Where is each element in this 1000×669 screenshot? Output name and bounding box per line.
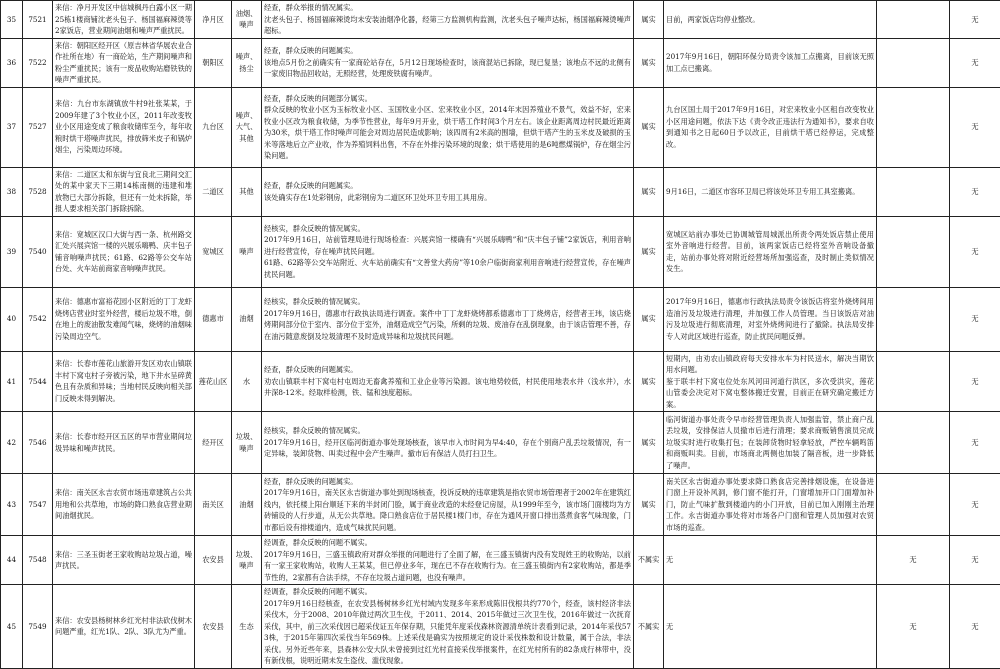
row-number-cell: 43 [1,474,23,536]
verdict-cell: 属实 [634,287,664,351]
remark-cell: 无 [950,87,1000,167]
complaint-content-cell: 来信：南关区永吉农贸市场违章建筑占公共用地和公共草地，市场的降口熟食店营业期间油烟扰民。 [53,474,195,536]
pollution-type-cell: 垃圾、噪声 [232,536,262,585]
complaint-content-cell: 来信：长春市莲花山旅游开发区劝农山镇联丰村下窝屯村子旁被污染，地下井水呈碎黄色且有杂质和异味；当地村民反映向相关部门反映未得到解决。 [53,351,195,412]
case-id-cell: 7548 [23,536,53,585]
district-cell: 宽城区 [195,216,232,287]
pollution-type-cell: 生态 [232,585,262,669]
verdict-cell: 属实 [634,38,664,87]
case-id-cell: 7542 [23,287,53,351]
accountability-cell [877,351,950,412]
complaint-content-cell: 来信：宽城区汉口大街与西一条、杭州路交汇处兴展宾馆一楼的兴展乐嗨鸭、庆丰包子铺音响噪声扰民；61路、62路等公交车站台处、火车站前商家音响噪声扰民。 [53,216,195,287]
complaint-content-cell: 来信：德惠市富裕花园小区附近的丁丁龙虾烧烤店营业时室外经营，楼后垃圾不堆，倒在地上的废油散发难闻气味，烧烤的油烟味污染周边空气。 [53,287,195,351]
row-number-cell: 40 [1,287,23,351]
accountability-cell [877,167,950,216]
remark-cell: 无 [950,1,1000,39]
remark-cell: 无 [950,536,1000,585]
verdict-cell: 属实 [634,167,664,216]
pollution-type-cell: 噪声、大气、其他 [232,87,262,167]
accountability-cell [877,216,950,287]
handling-result-cell: 2017年9月16日，德惠市行政执法局责令该饭店将室外烧烤间用造油污及垃圾进行清理，并加强工作人员管理。当日该饭店对油污及垃圾进行彻底清理，对室外烧烤间进行了撤除。执法局安排专人对此区域进行巡查，防止扰民问题反弹。 [664,287,877,351]
verdict-cell: 不属实 [634,585,664,669]
district-cell: 南关区 [195,474,232,536]
remark-cell: 无 [950,287,1000,351]
handling-result-cell: 临河街道办事处责令早市经营管理负责人加强监管，禁止商户乱丢垃圾，安排保洁人员撤市后进行清理；要求商贩销售演员完成垃圾实时进行收集打包；在装卸货物时轻拿轻放，严控车辆鸣笛和商贩叫卖。目前，市场商北两侧也加装了隔音板，进一步降低了噪声。 [664,412,877,474]
investigation-findings-cell: 经查，群众反映的问题属实。 该地点5月份之前确实有一家商砼站存在，5月12日现场检查时，该商混站已拆除，现已复垦；该地点不远的北侧有一家废旧物品回收站，无照经营，处理废铁腐有噪声。 [262,38,634,87]
handling-result-cell: 2017年9月16日，朝阳环保分局责令该加工点搬离，目前该无照加工点已搬离。 [664,38,877,87]
pollution-type-cell: 噪声、扬尘 [232,38,262,87]
row-number-cell: 41 [1,351,23,412]
case-id-cell: 7540 [23,216,53,287]
accountability-cell [877,87,950,167]
handling-result-cell: 宽城区站前办事处已协调城管局城派出所责令两处饭店禁止使用室外音响进行经营。目前，该两家饭店已经将室外音响设备撤走，站前办事处将对附近经营场所加强巡查，及时制止类似情况发生。 [664,216,877,287]
row-number-cell: 36 [1,38,23,87]
case-id-cell: 7547 [23,474,53,536]
case-id-cell: 7528 [23,167,53,216]
district-cell: 农安县 [195,585,232,669]
district-cell: 朝阳区 [195,38,232,87]
investigation-findings-cell: 经调查，群众反映的问题不属实。 2017年9月16日经核查，在农安县杨树林乡红光村域内发现多年来形成陈旧伐根共约770个，经查，该村经济非法采伐木，分于2008、2010年做过两次卫生伐，于2011、2014、2015年做过三次卫生伐，2016年做过一次抚育采伐，其中，前三次采伐因已超采伐证五年保存期，只能凭年度采伐森林资源清单统计表看到记录，2014年采伐573株，于2015年第四次采伐当年569株。上述采伐是确实为按照规定的设计采伐株数和设计数量，属于合法，非法采伐。另外近些年来，县森林公安大队未曾接到过红光村直接采伐举报案件，在红光村所有的82条成行林带中，没有新伐根，说明近期未发生盗伐、滥伐现象。 [262,585,634,669]
investigation-findings-cell: 经核实，群众反映的情况属实。 2017年9月16日，经开区临河街道办事处现场核查，该早市入市时间为早4:40，存在个别商户乱丢垃圾情况，有一定异味，装卸货物、叫卖过程中会产生噪声。撤市后有保洁人员打扫卫生。 [262,412,634,474]
row-number-cell: 35 [1,1,23,39]
handling-result-cell: 无 [664,536,877,585]
row-number-cell: 44 [1,536,23,585]
complaint-content-cell: 来信：净月开发区中信城枫丹白露小区一期25栋1楼商铺沈老头包子、杨国福麻辣烫等2家饭店，营业期间油烟和噪声严重扰民。 [53,1,195,39]
row-number-cell: 42 [1,412,23,474]
pollution-type-cell: 噪声 [232,216,262,287]
district-cell: 德惠市 [195,287,232,351]
table-row [1,287,1000,351]
table-row [1,38,1000,87]
pollution-type-cell: 垃圾、噪声 [232,412,262,474]
investigation-findings-cell: 经查，群众反映的问题属实。 劝农山镇联丰村下窝屯村屯周边无畜禽养殖和工业企业等污染源。该屯地势较低，村民使用地表水井（浅水井），水井深8-12米。经取样检测，铁、锰和浊度超标。 [262,351,634,412]
accountability-cell [877,1,950,39]
remark-cell: 无 [950,412,1000,474]
remark-cell: 无 [950,585,1000,669]
district-cell: 净月区 [195,1,232,39]
row-number-cell: 45 [1,585,23,669]
investigation-findings-cell: 经查，群众举报的情况属实。 沈老头包子、杨国福麻辣烫均未安装油烟净化器，经第三方监测机构监测，沈老头包子噪声达标，杨国福麻辣烫噪声超标。 [262,1,634,39]
investigation-findings-cell: 经核实，群众反映的情况属实。 2017年9月16日，站前管理局进行现场检查：兴展宾馆一楼确有“兴展乐嗨鸭”和“庆丰包子铺”2家饭店，利用音响进行经营宣传，存在噪声扰民问题。 61路、62路等公交车站附近、火车站前确实有“文善堂大药房”等10余户临街商家利用音响进行经营宣传，存在噪声扰民问题。 [262,216,634,287]
row-number-cell: 38 [1,167,23,216]
district-cell: 莲花山区 [195,351,232,412]
investigation-findings-cell: 经调查，群众反映的问题不属实。 2017年9月16日，三盛玉镇政府对群众举报的问题进行了全面了解，在三盛玉镇街内没有发现姓王的收购站，以前有一家王家收购站，收购人王某某，但已停业多年，现在已不存在收购行为。在三盛玉镇街内有2家收购站，都是季节性的，2家都有合法手续，不存在垃圾占道问题，也没有噪声。 [262,536,634,585]
complaint-content-cell: 来信：农安县杨树林乡红光村非法砍伐树木问题严重，红光1队、2队、3队尤为严重。 [53,585,195,669]
verdict-cell: 属实 [634,474,664,536]
handling-result-cell: 无 [664,585,877,669]
verdict-cell: 属实 [634,1,664,39]
table-row [1,474,1000,536]
accountability-cell [877,287,950,351]
case-id-cell: 7522 [23,38,53,87]
handling-result-cell: 南关区永吉街道办事处要求降口熟食店完善排烟设施，在设备进门窗上开设补风洞，修门窗不能打开，门窗增加开口门面增加补门，防止气味扩散到楼道内的小门开放，目前已加入刚刚主治理工作。永吉街道办事处将对市场各户门窗和管理人员加强对农贸市场的巡查。 [664,474,877,536]
investigation-findings-cell: 经查，群众反映的问题部分属实。 群众反映的牧业小区为玉标牧业小区、玉国牧业小区、宏来牧业小区，2014年末因养殖业不景气，效益不好，宏来牧业小区改为粮食收储，为季节性营业，每年9月开业，烘干塔工作时间3个月左右。该企业距离周边村民最近距离为30米，烘干塔工作时噪声可能会对周边居民造成影响；该四周有2米高的围墙，但烘干塔产生的玉米皮及破损的玉米等落地后立产业收，作为养殖饲料出售，不存在外排污染环境的现象；烘干塔使用的是6吨燃煤锅炉，存在烟尘污染问题。 [262,87,634,167]
table-row [1,87,1000,167]
verdict-cell: 属实 [634,351,664,412]
accountability-cell [877,474,950,536]
table-row [1,585,1000,669]
district-cell: 二道区 [195,167,232,216]
remark-cell: 无 [950,474,1000,536]
row-number-cell: 39 [1,216,23,287]
table-row [1,167,1000,216]
row-number-cell: 37 [1,87,23,167]
remark-cell: 无 [950,38,1000,87]
district-cell: 经开区 [195,412,232,474]
table-row [1,216,1000,287]
table-row [1,536,1000,585]
complaint-content-cell: 来信：九台市东湖镇放牛村9社张某某，于2009年建了3个牧业小区，2011年改变牧业小区用途变成了粮食收储库至今，每年收粮时烘干塔噪声扰民，排放筛米皮子和锅炉烟尘，污染周边环境。 [53,87,195,167]
case-id-cell: 7549 [23,585,53,669]
accountability-cell [877,38,950,87]
complaint-content-cell: 来信：长春市经开区五区的早市营业期间垃圾异味和噪声扰民。 [53,412,195,474]
verdict-cell: 属实 [634,87,664,167]
table-row [1,1,1000,39]
complaint-content-cell: 来信：二道区太和东街与宜良北三期间交汇处的某中家天下三期14栋南侧的违建和堆放物已大部分拆除，但还有一处未拆除，举报人要求相关部门拆除拆除。 [53,167,195,216]
accountability-cell: 无 [877,585,950,669]
pollution-type-cell: 油烟 [232,287,262,351]
handling-result-cell: 目前，两家饭店均停业整改。 [664,1,877,39]
handling-result-cell: 九台区国土局于2017年9月16日，对宏来牧业小区租自改变牧业小区用途问题，依法下达《责令改正违法行为通知书》，要求自收到通知书之日起60日予以改正，目前烘干塔已经停运，完成整改。 [664,87,877,167]
remark-cell: 无 [950,167,1000,216]
verdict-cell: 属实 [634,216,664,287]
case-id-cell: 7521 [23,1,53,39]
case-id-cell: 7546 [23,412,53,474]
verdict-cell: 不属实 [634,536,664,585]
pollution-type-cell: 油烟 [232,474,262,536]
case-id-cell: 7527 [23,87,53,167]
complaint-content-cell: 来信：朝阳区经开区（原吉林省华展农业合作社所在地）有一商砼站，生产期间噪声和粉尘严重扰民；该有一废品收购站磨铁铁的噪声严重扰民。 [53,38,195,87]
handling-result-cell: 短期内，由劝农山镇政府每天安排水车为村民送水，解决当期饮用水问题。 鉴于联丰村下窝屯位处东风河田河道行洪区，多次受洪灾，莲花山管委会决定对下窝屯整体搬迁安置，目前正在研究确定搬迁方案。 [664,351,877,412]
remark-cell: 无 [950,216,1000,287]
pollution-type-cell: 水 [232,351,262,412]
investigation-findings-cell: 经核实，群众反映的情况属实。 2017年9月16日，德惠市行政执法局进行调查。案件中丁丁龙虾烧烤都系德惠市丁丁烧烤店，经营者王玮，该店烧烤期间部分位于室内、部分位于室外，油烟造成空气污染，所剩的垃圾、废油存在乱倒现象，由于该店管理不善，存在油污随意废倒及垃圾清理不及时造成异味和垃圾扰民问题。 [262,287,634,351]
district-cell: 农安县 [195,536,232,585]
table-row [1,412,1000,474]
accountability-cell: 无 [877,536,950,585]
complaint-content-cell: 来信：三圣玉街老王家收购站垃圾占道，噪声扰民。 [53,536,195,585]
pollution-type-cell: 其他 [232,167,262,216]
verdict-cell: 属实 [634,412,664,474]
investigation-findings-cell: 经查，群众反映的问题属实。 2017年9月16日，南关区永吉街道办事处到现场核查，投诉反映的违章建筑是指农贸市场管理者于2002年在建筑红线内，依托楼上阳台顺延下来的半封闭门脸，属于商业改造的未经登记房屋，从1999年至今，该市场门面楼均为方砖铺设的人行步道，从无公共草地。降口熟食店位于居民楼1楼门市，存在为通风开窗口排出蒸煮食客气味现象，门市都后设有排楼道内，造成气味扰民问题。 [262,474,634,536]
case-id-cell: 7544 [23,351,53,412]
investigation-findings-cell: 经查，群众反映的问题属实。 该处确实存在1处彩钢房，此彩钢房为二道区环卫处环卫专用工具用房。 [262,167,634,216]
accountability-cell [877,412,950,474]
pollution-type-cell: 油烟、噪声 [232,1,262,39]
handling-result-cell: 9月16日，二道区市容环卫局已将该处环卫专用工具室搬离。 [664,167,877,216]
table-row [1,351,1000,412]
district-cell: 九台区 [195,87,232,167]
remark-cell: 无 [950,351,1000,412]
